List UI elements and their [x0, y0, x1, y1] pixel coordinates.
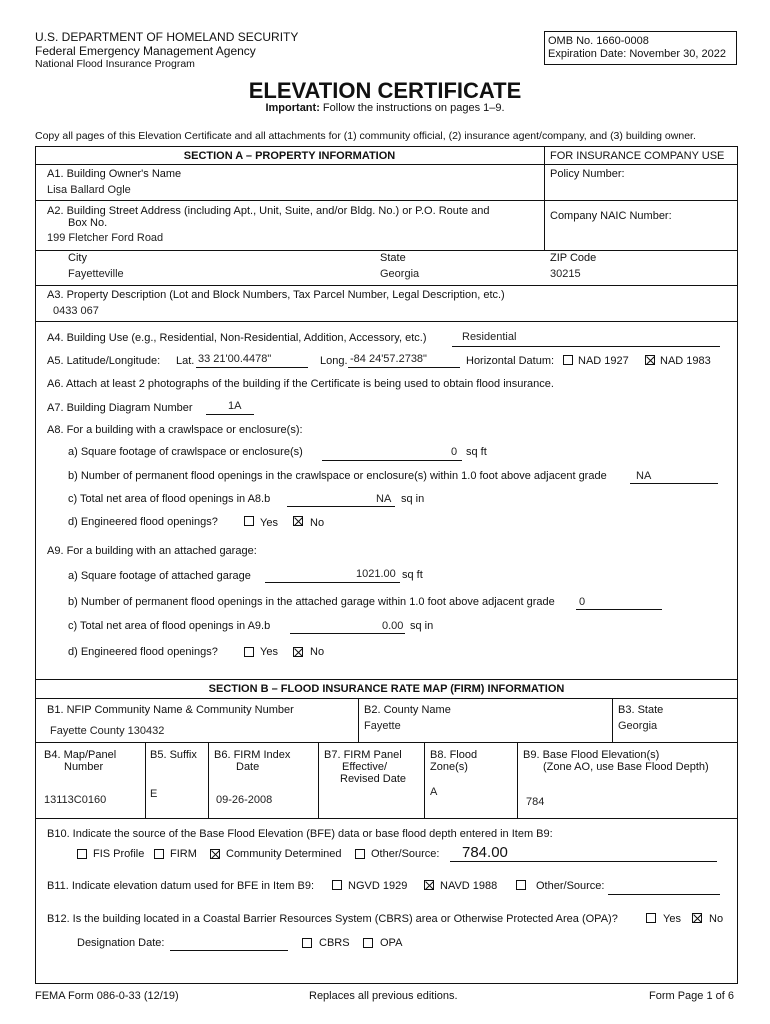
underline [452, 346, 720, 347]
a8a-label: a) Square footage of crawlspace or enclosure(s) [68, 446, 303, 458]
sqin-unit: sq in [410, 620, 434, 632]
community-determined-label: Community Determined [226, 848, 342, 860]
a9a-label: a) Square footage of attached garage [68, 570, 251, 582]
important-note [0, 102, 770, 114]
underline [450, 861, 717, 862]
b4-label: B4. Map/Panel [44, 749, 117, 761]
a8c-label: c) Total net area of flood openings in A8.b [68, 493, 271, 505]
program-name: National Flood Insurance Program [35, 58, 195, 70]
suffix-field[interactable]: E [150, 788, 158, 800]
state-label: State [380, 252, 406, 264]
nad1983-checkbox[interactable] [645, 355, 655, 365]
sqin-unit: sq in [401, 493, 425, 505]
opa-label: OPA [380, 937, 403, 949]
sqft-unit: sq ft [466, 446, 487, 458]
ngvd1929-label: NGVD 1929 [348, 880, 408, 892]
base-flood-elevation-field[interactable]: 784 [526, 796, 545, 808]
fis-profile-checkbox[interactable] [77, 849, 87, 859]
building-use-field[interactable]: Residential [462, 331, 517, 343]
a8d-yes-label: Yes [260, 517, 278, 529]
city-label: City [68, 252, 87, 264]
divider [35, 250, 738, 251]
opa-checkbox[interactable] [363, 938, 373, 948]
crawlspace-area-field[interactable]: NA [376, 493, 392, 505]
agency-name: Federal Emergency Management Agency [35, 44, 256, 58]
underline [196, 367, 308, 368]
a9-label: A9. For a building with an attached garage: [47, 545, 257, 557]
b10-other-source-label: Other/Source: [371, 848, 440, 860]
b11-other-source-checkbox[interactable] [516, 880, 526, 890]
garage-area-field[interactable]: 0.00 [382, 620, 404, 632]
b12-no-label: No [709, 913, 724, 925]
b7-label-cont: Effective/ [342, 761, 388, 773]
garage-sqft-field[interactable]: 1021.00 [356, 568, 396, 580]
divider [544, 146, 545, 250]
b11-other-source-field[interactable] [608, 894, 720, 895]
a8b-label: b) Number of permanent flood openings in the crawlspace or enclosure(s) within 1.0 foot above adjacent grade [68, 470, 607, 482]
designation-date-field[interactable] [170, 950, 288, 951]
b7-label-cont2: Revised Date [340, 773, 407, 785]
b5-label: B5. Suffix [150, 749, 197, 761]
page-title: ELEVATION CERTIFICATE [248, 78, 522, 103]
zip-label: ZIP Code [550, 252, 597, 264]
a2-label: A2. Building Street Address (including Apt., Unit, Suite, and/or Bldg. No.) or P.O. Route and [47, 205, 490, 217]
underline [206, 414, 254, 415]
divider [35, 285, 738, 286]
expiration-date: Expiration Date: November 30, 2022 [548, 48, 726, 60]
fis-profile-label: FIS Profile [93, 848, 145, 860]
divider [424, 742, 425, 818]
nad1983-label: NAD 1983 [660, 355, 711, 367]
b7-label: B7. FIRM Panel [324, 749, 402, 761]
a1-label: A1. Building Owner's Name [47, 168, 182, 180]
community-determined-checkbox[interactable] [210, 849, 220, 859]
a6-label: A6. Attach at least 2 photographs of the building if the Certificate is being used to obtain flood insurance. [47, 378, 554, 390]
state-field[interactable]: Georgia [380, 268, 420, 280]
firm-index-date-field[interactable]: 09-26-2008 [216, 794, 273, 806]
firm-checkbox[interactable] [154, 849, 164, 859]
page-number: Form Page 1 of 6 [649, 990, 734, 1002]
policy-number-label: Policy Number: [550, 168, 625, 180]
a4-label: A4. Building Use (e.g., Residential, Non-Residential, Addition, Accessory, etc.) [47, 332, 427, 344]
b10-label: B10. Indicate the source of the Base Flood Elevation (BFE) data or base flood depth entered in Item B9: [47, 828, 553, 840]
divider [145, 742, 146, 818]
replaces-note: Replaces all previous editions. [309, 990, 458, 1002]
longitude-field[interactable]: -84 24'57.2738" [350, 353, 427, 365]
a5-label: A5. Latitude/Longitude: [47, 355, 161, 367]
city-field[interactable]: Fayetteville [68, 268, 124, 280]
a9d-yes-checkbox[interactable] [244, 647, 254, 657]
omb-box [544, 31, 737, 65]
b2-label: B2. County Name [364, 704, 451, 716]
cbrs-label: CBRS [319, 937, 350, 949]
horizontal-datum-label: Horizontal Datum: [466, 355, 555, 367]
divider [517, 742, 518, 818]
a9d-yes-label: Yes [260, 646, 278, 658]
divider [358, 698, 359, 742]
divider [35, 818, 738, 819]
a2-label-cont: Box No. [68, 217, 108, 229]
insurance-use-heading: FOR INSURANCE COMPANY USE [550, 150, 725, 162]
important-text: Follow the instructions on pages 1–9. [322, 102, 505, 114]
divider [35, 742, 738, 743]
long-label: Long. [320, 355, 348, 367]
underline [287, 506, 395, 507]
b11-label: B11. Indicate elevation datum used for BFE in Item B9: [47, 880, 314, 892]
b6-label-cont: Date [236, 761, 260, 773]
divider [208, 742, 209, 818]
ngvd1929-checkbox[interactable] [332, 880, 342, 890]
b8-label-cont: Zone(s) [430, 761, 468, 773]
copy-instructions: Copy all pages of this Elevation Certificate and all attachments for (1) community official, (2) insurance agent/company, and (3) building owner. [35, 130, 696, 142]
important-label: Important: [265, 102, 320, 114]
divider [35, 321, 738, 322]
a7-label: A7. Building Diagram Number [47, 402, 193, 414]
nad1927-label: NAD 1927 [578, 355, 629, 367]
omb-number: OMB No. 1660-0008 [548, 35, 649, 47]
section-a-heading: SECTION A – PROPERTY INFORMATION [183, 150, 396, 162]
divider [318, 742, 319, 818]
b4-label-cont: Number [64, 761, 104, 773]
form-number: FEMA Form 086-0-33 (12/19) [35, 990, 179, 1002]
diagram-number-field[interactable]: 1A [228, 400, 242, 412]
b9-label-cont: (Zone AO, use Base Flood Depth) [543, 761, 709, 773]
county-field[interactable]: Fayette [364, 720, 401, 732]
a9d-label: d) Engineered flood openings? [68, 646, 218, 658]
zip-field[interactable]: 30215 [550, 268, 581, 280]
b8-label: B8. Flood [430, 749, 478, 761]
b12-yes-checkbox[interactable] [646, 913, 656, 923]
b11-other-source-label: Other/Source: [536, 880, 605, 892]
underline [322, 460, 462, 461]
owner-name-field[interactable]: Lisa Ballard Ogle [47, 184, 131, 196]
a3-label: A3. Property Description (Lot and Block Numbers, Tax Parcel Number, Legal Description, etc.) [47, 289, 505, 301]
sqft-unit: sq ft [402, 569, 423, 581]
department-name: U.S. DEPARTMENT OF HOMELAND SECURITY [35, 30, 299, 44]
b12-no-checkbox[interactable] [692, 913, 702, 923]
navd1988-checkbox[interactable] [424, 880, 434, 890]
divider [612, 698, 613, 742]
flood-zone-field[interactable]: A [430, 786, 438, 798]
section-b-heading: SECTION B – FLOOD INSURANCE RATE MAP (FIRM) INFORMATION [208, 683, 565, 695]
navd1988-label: NAVD 1988 [440, 880, 498, 892]
divider [35, 200, 738, 201]
b12-label: B12. Is the building located in a Coastal Barrier Resources System (CBRS) area or Otherwise Protected Area (OPA)? [47, 913, 618, 925]
latitude-field[interactable]: 33 21'00.4478" [198, 353, 272, 365]
naic-number-label: Company NAIC Number: [550, 210, 672, 222]
a9c-label: c) Total net area of flood openings in A9.b [68, 620, 271, 632]
a9b-label: b) Number of permanent flood openings in the attached garage within 1.0 foot above adjacent grade [68, 596, 555, 608]
a9d-no-label: No [310, 646, 325, 658]
b12-yes-label: Yes [663, 913, 681, 925]
b6-label: B6. FIRM Index [214, 749, 291, 761]
b3-label: B3. State [618, 704, 664, 716]
a8d-label: d) Engineered flood openings? [68, 516, 218, 528]
a8d-no-label: No [310, 517, 325, 529]
divider [35, 698, 738, 699]
b1-label: B1. NFIP Community Name & Community Number [47, 704, 294, 716]
underline [630, 483, 718, 484]
a8d-yes-checkbox[interactable] [244, 516, 254, 526]
underline [576, 609, 662, 610]
underline [290, 633, 405, 634]
garage-openings-field[interactable]: 0 [579, 596, 586, 608]
cbrs-checkbox[interactable] [302, 938, 312, 948]
lat-label: Lat. [176, 355, 195, 367]
street-address-field[interactable]: 199 Fletcher Ford Road [47, 232, 164, 244]
b9-label: B9. Base Flood Elevation(s) [523, 749, 660, 761]
map-panel-field[interactable]: 13113C0160 [44, 794, 107, 806]
a8-label: A8. For a building with a crawlspace or enclosure(s): [47, 424, 303, 436]
crawlspace-sqft-field[interactable]: 0 [451, 446, 458, 458]
crawlspace-openings-field[interactable]: NA [636, 470, 652, 482]
underline [348, 367, 460, 368]
a8d-no-checkbox[interactable] [293, 516, 303, 526]
firm-label: FIRM [170, 848, 197, 860]
nad1927-checkbox[interactable] [563, 355, 573, 365]
a9d-no-checkbox[interactable] [293, 647, 303, 657]
designation-date-label: Designation Date: [77, 937, 165, 949]
b10-other-source-checkbox[interactable] [355, 849, 365, 859]
b10-other-source-field[interactable]: 784.00 [462, 844, 508, 861]
community-field[interactable]: Fayette County 130432 [50, 725, 165, 737]
divider [35, 164, 738, 165]
b3-state-field[interactable]: Georgia [618, 720, 658, 732]
underline [265, 582, 400, 583]
property-description-field[interactable]: 0433 067 [53, 305, 99, 317]
divider [35, 679, 738, 680]
